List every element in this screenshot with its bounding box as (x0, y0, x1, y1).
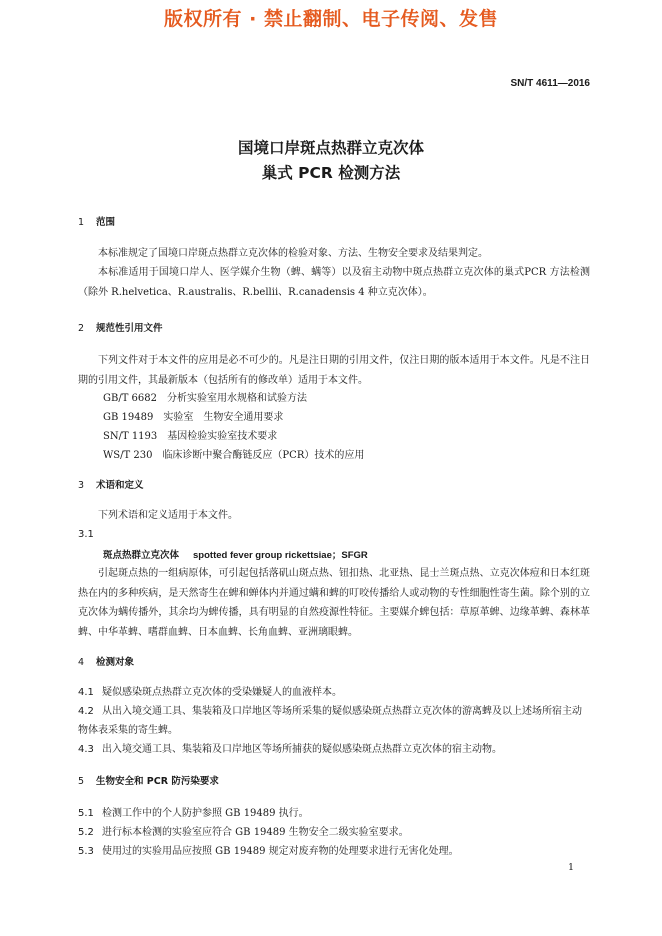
section-3-paragraph-1: 下列术语和定义适用于本文件。 (98, 510, 238, 521)
section-5-heading (78, 773, 219, 787)
subsection-number: 3.1 (78, 529, 94, 540)
item-number: 4.2 (78, 706, 94, 717)
section-number: 4 (78, 657, 85, 668)
document-number: SN/T 4611—2016 (510, 78, 590, 89)
item-text: 疑似感染斑点热群立克次体的受染嫌疑人的血液样本。 (102, 687, 342, 698)
item-text: 出入境交通工具、集装箱及口岸地区等场所捕获的疑似感染斑点热群立克次体的宿主动物。 (102, 744, 502, 755)
list-item (78, 702, 590, 740)
section-title: 检测对象 (96, 657, 135, 668)
list-item (78, 683, 590, 702)
list-item (78, 740, 590, 759)
reference-title: 临床诊断中聚合酶链反应（PCR）技术的应用 (162, 450, 365, 461)
reference-item (103, 446, 364, 465)
section-title: 规范性引用文件 (96, 323, 163, 334)
page-number: 1 (567, 862, 574, 873)
reference-code: GB 19489 (103, 412, 154, 423)
item-number: 5.1 (78, 808, 94, 819)
item-text: 进行标本检测的实验室应符合 GB 19489 生物安全二级实验室要求。 (102, 827, 409, 838)
section-number: 2 (78, 323, 85, 334)
section-1-paragraph-1: 本标准规定了国境口岸斑点热群立克次体的检验对象、方法、生物安全要求及结果判定。 (98, 248, 488, 259)
term-chinese: 斑点热群立克次体 (103, 550, 180, 561)
document-title-line1: 国境口岸斑点热群立克次体 (237, 139, 424, 157)
item-number: 4.1 (78, 687, 94, 698)
section-number: 5 (78, 776, 85, 787)
reference-code: WS/T 230 (103, 450, 153, 461)
list-item (78, 823, 590, 842)
section-2-heading (78, 320, 163, 334)
section-title: 生物安全和 PCR 防污染要求 (96, 776, 219, 787)
item-text: 使用过的实验用品应按照 GB 19489 规定对废弃物的处理要求进行无害化处理。 (102, 846, 459, 857)
copyright-banner: 版权所有 · 禁止翻制、电子传阅、发售 (164, 8, 498, 30)
reference-item (103, 427, 277, 446)
section-1-paragraph-2: 本标准适用于国境口岸人、医学媒介生物（蜱、螨等）以及宿主动物中斑点热群立克次体的巢式PCR 方法检测（除外 R.helvetica、R.australis、R.bellii、R.canadensis 4 种立克次体）。 (78, 267, 590, 298)
term-entry (103, 547, 368, 561)
reference-item (103, 408, 283, 427)
list-item (78, 842, 590, 861)
section-title: 范围 (96, 217, 116, 228)
item-number: 5.2 (78, 827, 94, 838)
reference-title: 分析实验室用水规格和试验方法 (167, 393, 308, 404)
document-title-line2: 巢式 PCR 检测方法 (261, 164, 401, 182)
term-english: spotted fever group rickettsiae；SFGR (193, 550, 368, 561)
item-number: 4.3 (78, 744, 94, 755)
section-number: 3 (78, 480, 85, 491)
section-4-heading (78, 654, 134, 668)
section-3-heading (78, 477, 144, 491)
reference-code: GB/T 6682 (103, 393, 158, 404)
reference-item (103, 389, 307, 408)
list-item (78, 804, 590, 823)
section-2-paragraph-1: 下列文件对于本文件的应用是必不可少的。凡是注日期的引用文件，仅注日期的版本适用于本文件。凡是不注日期的引用文件，其最新版本（包括所有的修改单）适用于本文件。 (78, 355, 590, 386)
section-number: 1 (78, 217, 85, 228)
item-text: 检测工作中的个人防护参照 GB 19489 执行。 (102, 808, 309, 819)
reference-title: 实验室 生物安全通用要求 (163, 412, 284, 423)
term-definition: 引起斑点热的一组病原体，可引起包括落矶山斑点热、钮扣热、北亚热、昆士兰斑点热、立克次体痘和日本红斑热在内的多种疾病，是天然寄生在蜱和蝉体内并通过螨和蜱的叮咬传播给人或动物的专性细胞性寄生菌。除个别的立克次体为螨传播外，其余均为蜱传播，具有明显的自然疫源性特征。主要媒介蜱包括：草原革蜱、边缘革蜱、森林革蜱、中华革蜱、嗜群血蜱、日本血蜱、长角血蜱、亚洲璃眼蜱。 (78, 568, 590, 638)
reference-title: 基因检验实验室技术要求 (167, 431, 278, 442)
reference-code: SN/T 1193 (103, 431, 158, 442)
item-text: 从出入境交通工具、集装箱及口岸地区等场所采集的疑似感染斑点热群立克次体的游离蜱及以上述场所宿主动物体表采集的寄生蜱。 (78, 706, 582, 736)
section-1-heading (78, 214, 115, 228)
section-title: 术语和定义 (96, 480, 144, 491)
item-number: 5.3 (78, 846, 94, 857)
